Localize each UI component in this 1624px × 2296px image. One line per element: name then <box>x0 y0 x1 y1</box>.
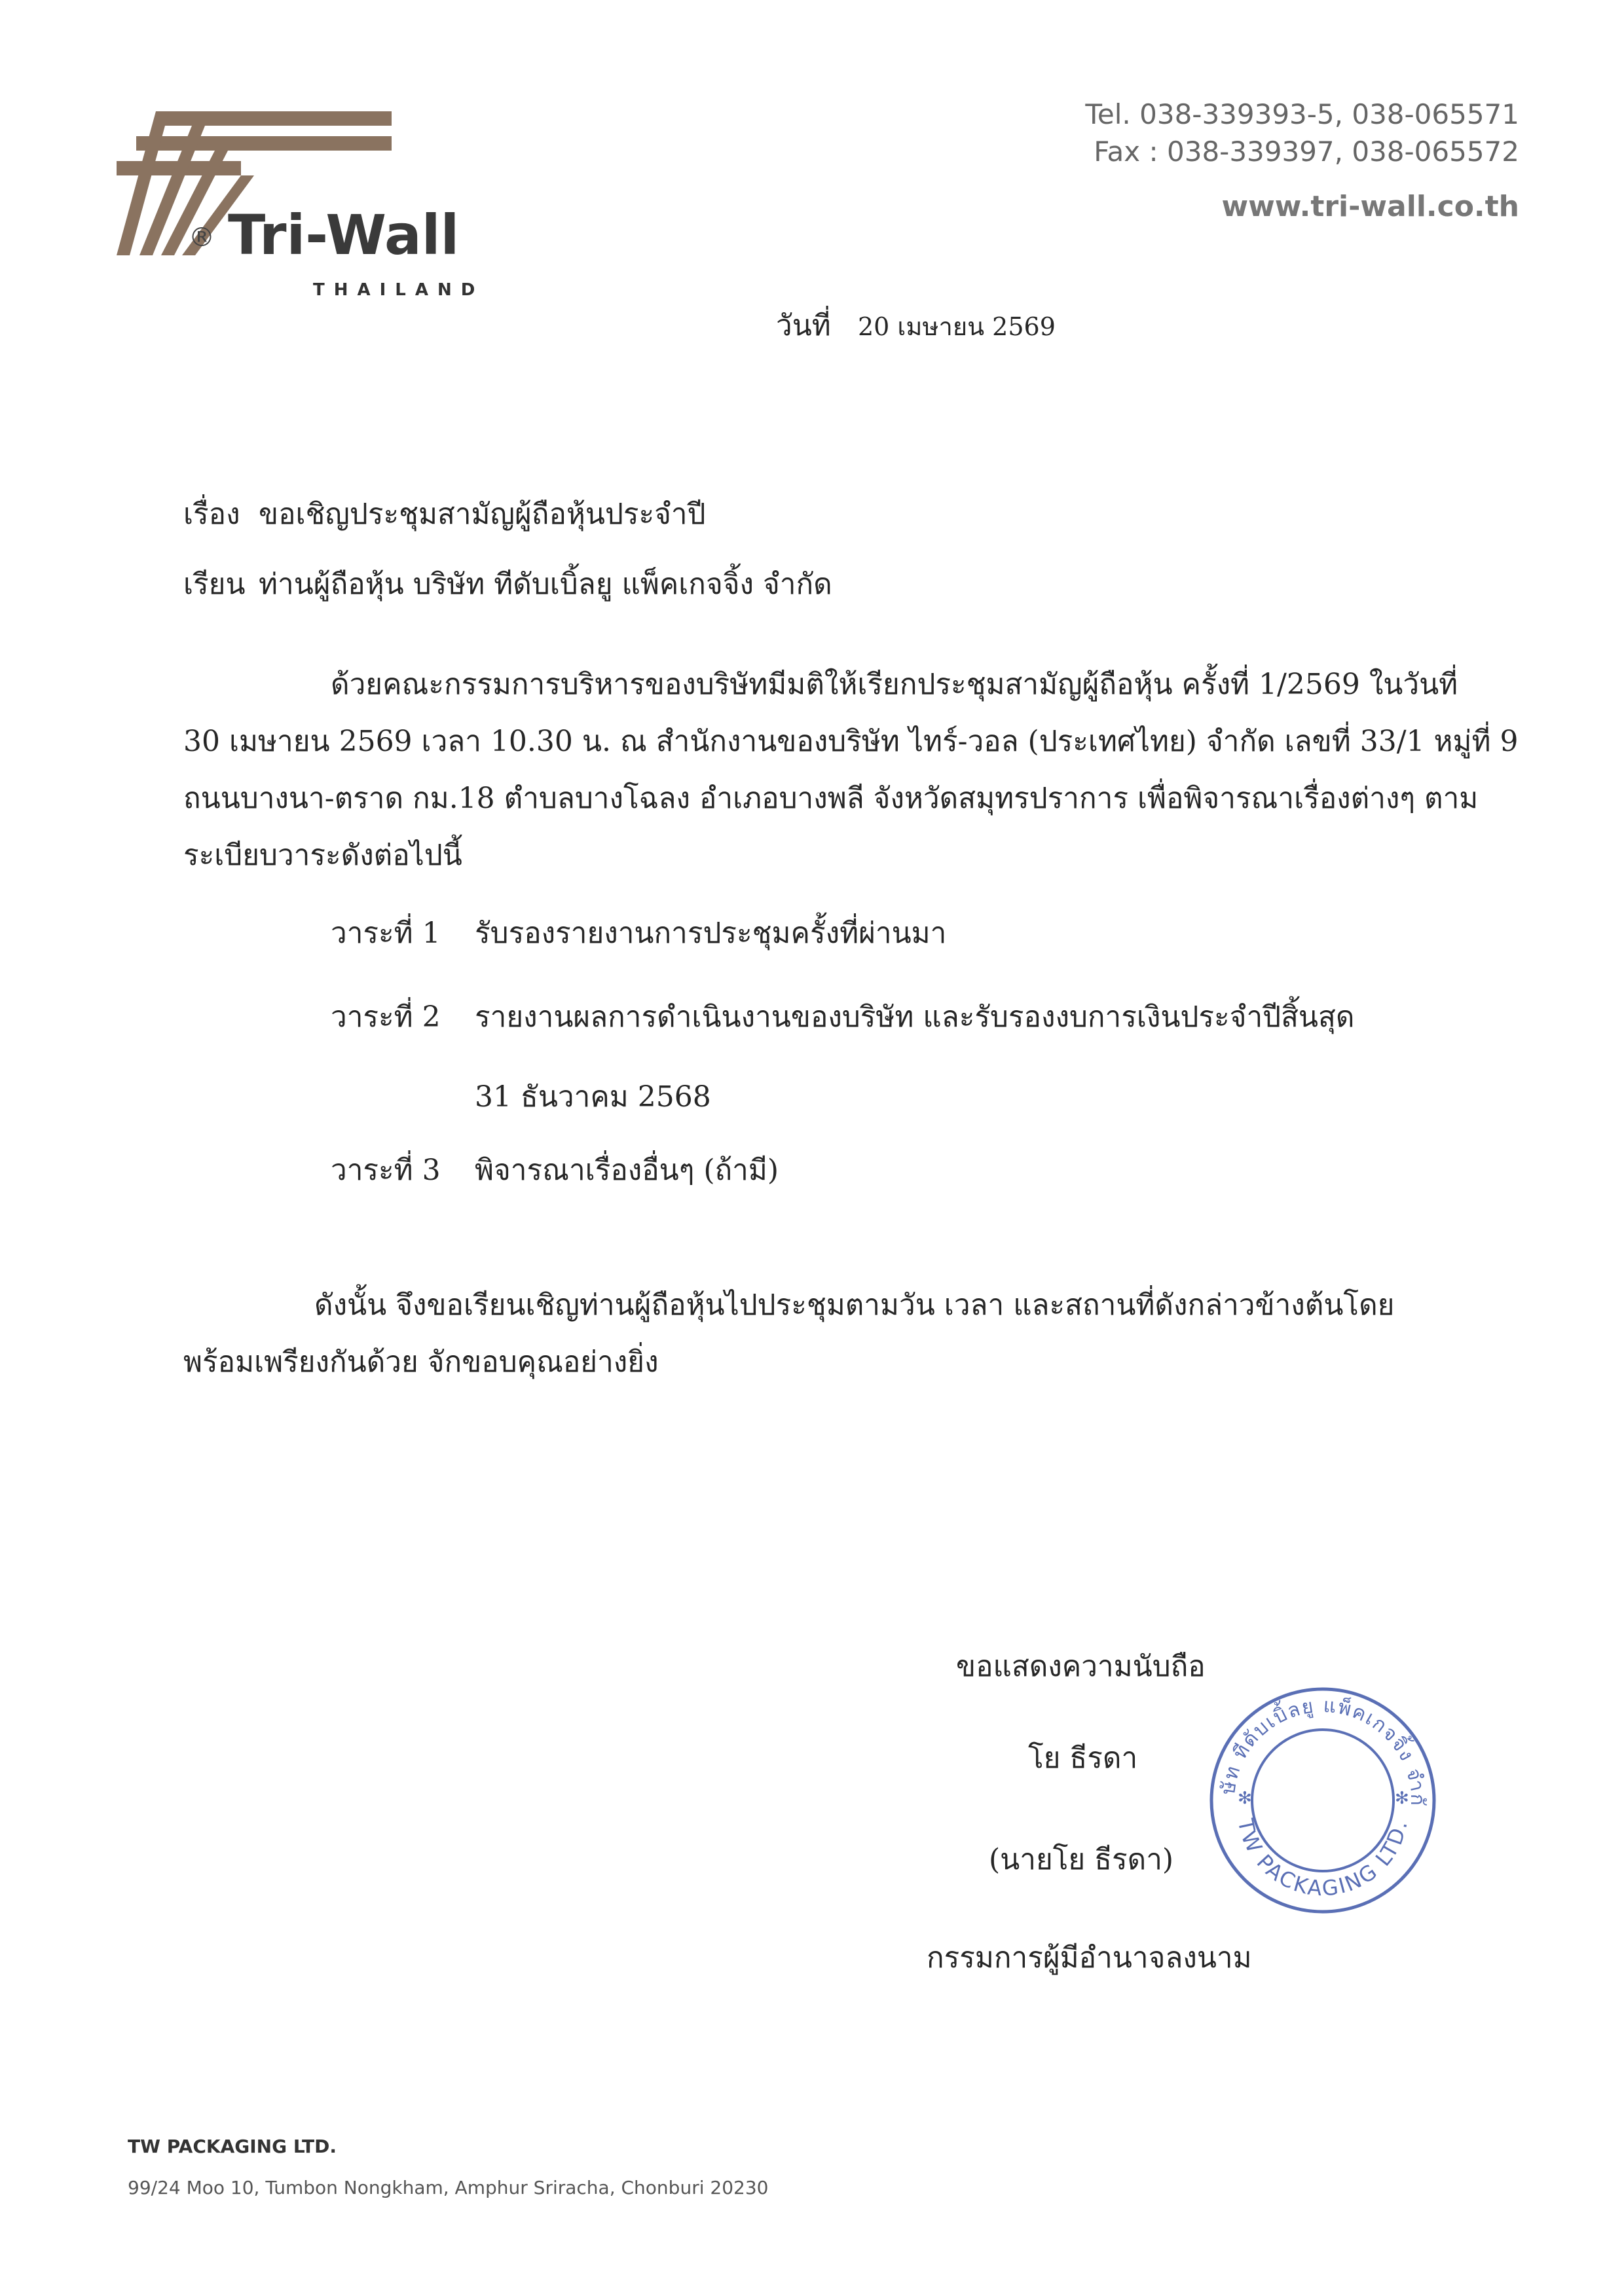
body-line: 30 เมษายน 2569 เวลา 10.30 น. ณ สำนักงานของบริษัท ไทร์-วอล (ประเทศไทย) จำกัด เลขที่ 33/1 หมู่ที่ 9 <box>183 725 1519 758</box>
footer-company: TW PACKAGING LTD. <box>128 2136 337 2157</box>
signer-title: กรรมการผู้มีอำนาจลงนาม <box>927 1941 1252 1975</box>
footer-address: 99/24 Moo 10, Tumbon Nongkham, Amphur Sriracha, Chonburi 20230 <box>128 2177 769 2198</box>
brand-name: Tri-Wall <box>228 203 460 267</box>
agenda-text: รายงานผลการดำเนินงานของบริษัท และรับรองงบการเงินประจำปีสิ้นสุด <box>475 1000 1355 1034</box>
website-link[interactable]: www.tri-wall.co.th <box>1221 190 1519 223</box>
recipient-text: ท่านผู้ถือหุ้น บริษัท ทีดับเบิ้ลยู แพ็คเกจจิ้ง จำกัด <box>259 568 832 601</box>
date-value: 20 เมษายน 2569 <box>858 312 1056 341</box>
seal-icon <box>1198 1676 1447 1925</box>
signature: โย ธีรดา <box>1028 1741 1138 1775</box>
sign-off: ขอแสดงความนับถือ <box>956 1650 1206 1683</box>
stamp-star-right: ✻ <box>1395 1789 1409 1808</box>
agenda-text: พิจารณาเรื่องอื่นๆ (ถ้ามี) <box>475 1154 779 1187</box>
stamp-star-left: ✻ <box>1238 1789 1252 1808</box>
agenda-label: วาระที่ 2 <box>331 1000 441 1034</box>
signer-name: (นายโย ธีรดา) <box>989 1843 1174 1876</box>
agenda-label: วาระที่ 1 <box>331 917 441 950</box>
body-line: ระเบียบวาระดังต่อไปนี้ <box>183 839 462 872</box>
recipient-label: เรียน <box>183 568 246 601</box>
brand-country: THAILAND <box>313 280 485 300</box>
closing-line: ดังนั้น จึงขอเรียนเชิญท่านผู้ถือหุ้นไปประชุมตามวัน เวลา และสถานที่ดังกล่าวข้างต้นโดย <box>314 1288 1395 1322</box>
closing-line: พร้อมเพรียงกันด้วย จักขอบคุณอย่างยิ่ง <box>183 1345 659 1379</box>
company-seal-stamp <box>1198 1676 1447 1925</box>
agenda-text-continued: 31 ธันวาคม 2568 <box>475 1080 711 1114</box>
fax-line: Fax : 038-339397, 038-065572 <box>1094 136 1519 168</box>
stamp-thai-text: ษัท ทีดับเบิ้ลยู แพ็คเกจจิ้ง จำกั <box>1217 1694 1430 1807</box>
subject-text: ขอเชิญประชุมสามัญผู้ถือหุ้นประจำปี <box>259 498 706 531</box>
body-line: ถนนบางนา-ตราด กม.18 ตำบลบางโฉลง อำเภอบางพลี จังหวัดสมุทรปราการ เพื่อพิจารณาเรื่องต่างๆ ตาม <box>183 782 1479 815</box>
svg-text:TW PACKAGING LTD. <box>1232 1816 1412 1901</box>
agenda-label: วาระที่ 3 <box>331 1154 441 1187</box>
date-label: วันที่ <box>776 309 831 342</box>
tel-line: Tel. 038-339393-5, 038-065571 <box>1085 98 1519 130</box>
company-logo <box>117 105 485 301</box>
body-line: ด้วยคณะกรรมการบริหารของบริษัทมีมติให้เรียกประชุมสามัญผู้ถือหุ้น ครั้งที่ 1/2569 ในวันที่ <box>331 668 1458 701</box>
svg-text:บริษัท ทีดับเบิ้ลยู แพ็คเกจจิ้ <box>1198 1676 1429 1807</box>
subject-label: เรื่อง <box>183 498 240 531</box>
stamp-english-text: TW PACKAGING LTD. <box>1232 1816 1413 1901</box>
registered-mark: ® <box>189 223 215 253</box>
agenda-text: รับรองรายงานการประชุมครั้งที่ผ่านมา <box>475 917 947 950</box>
